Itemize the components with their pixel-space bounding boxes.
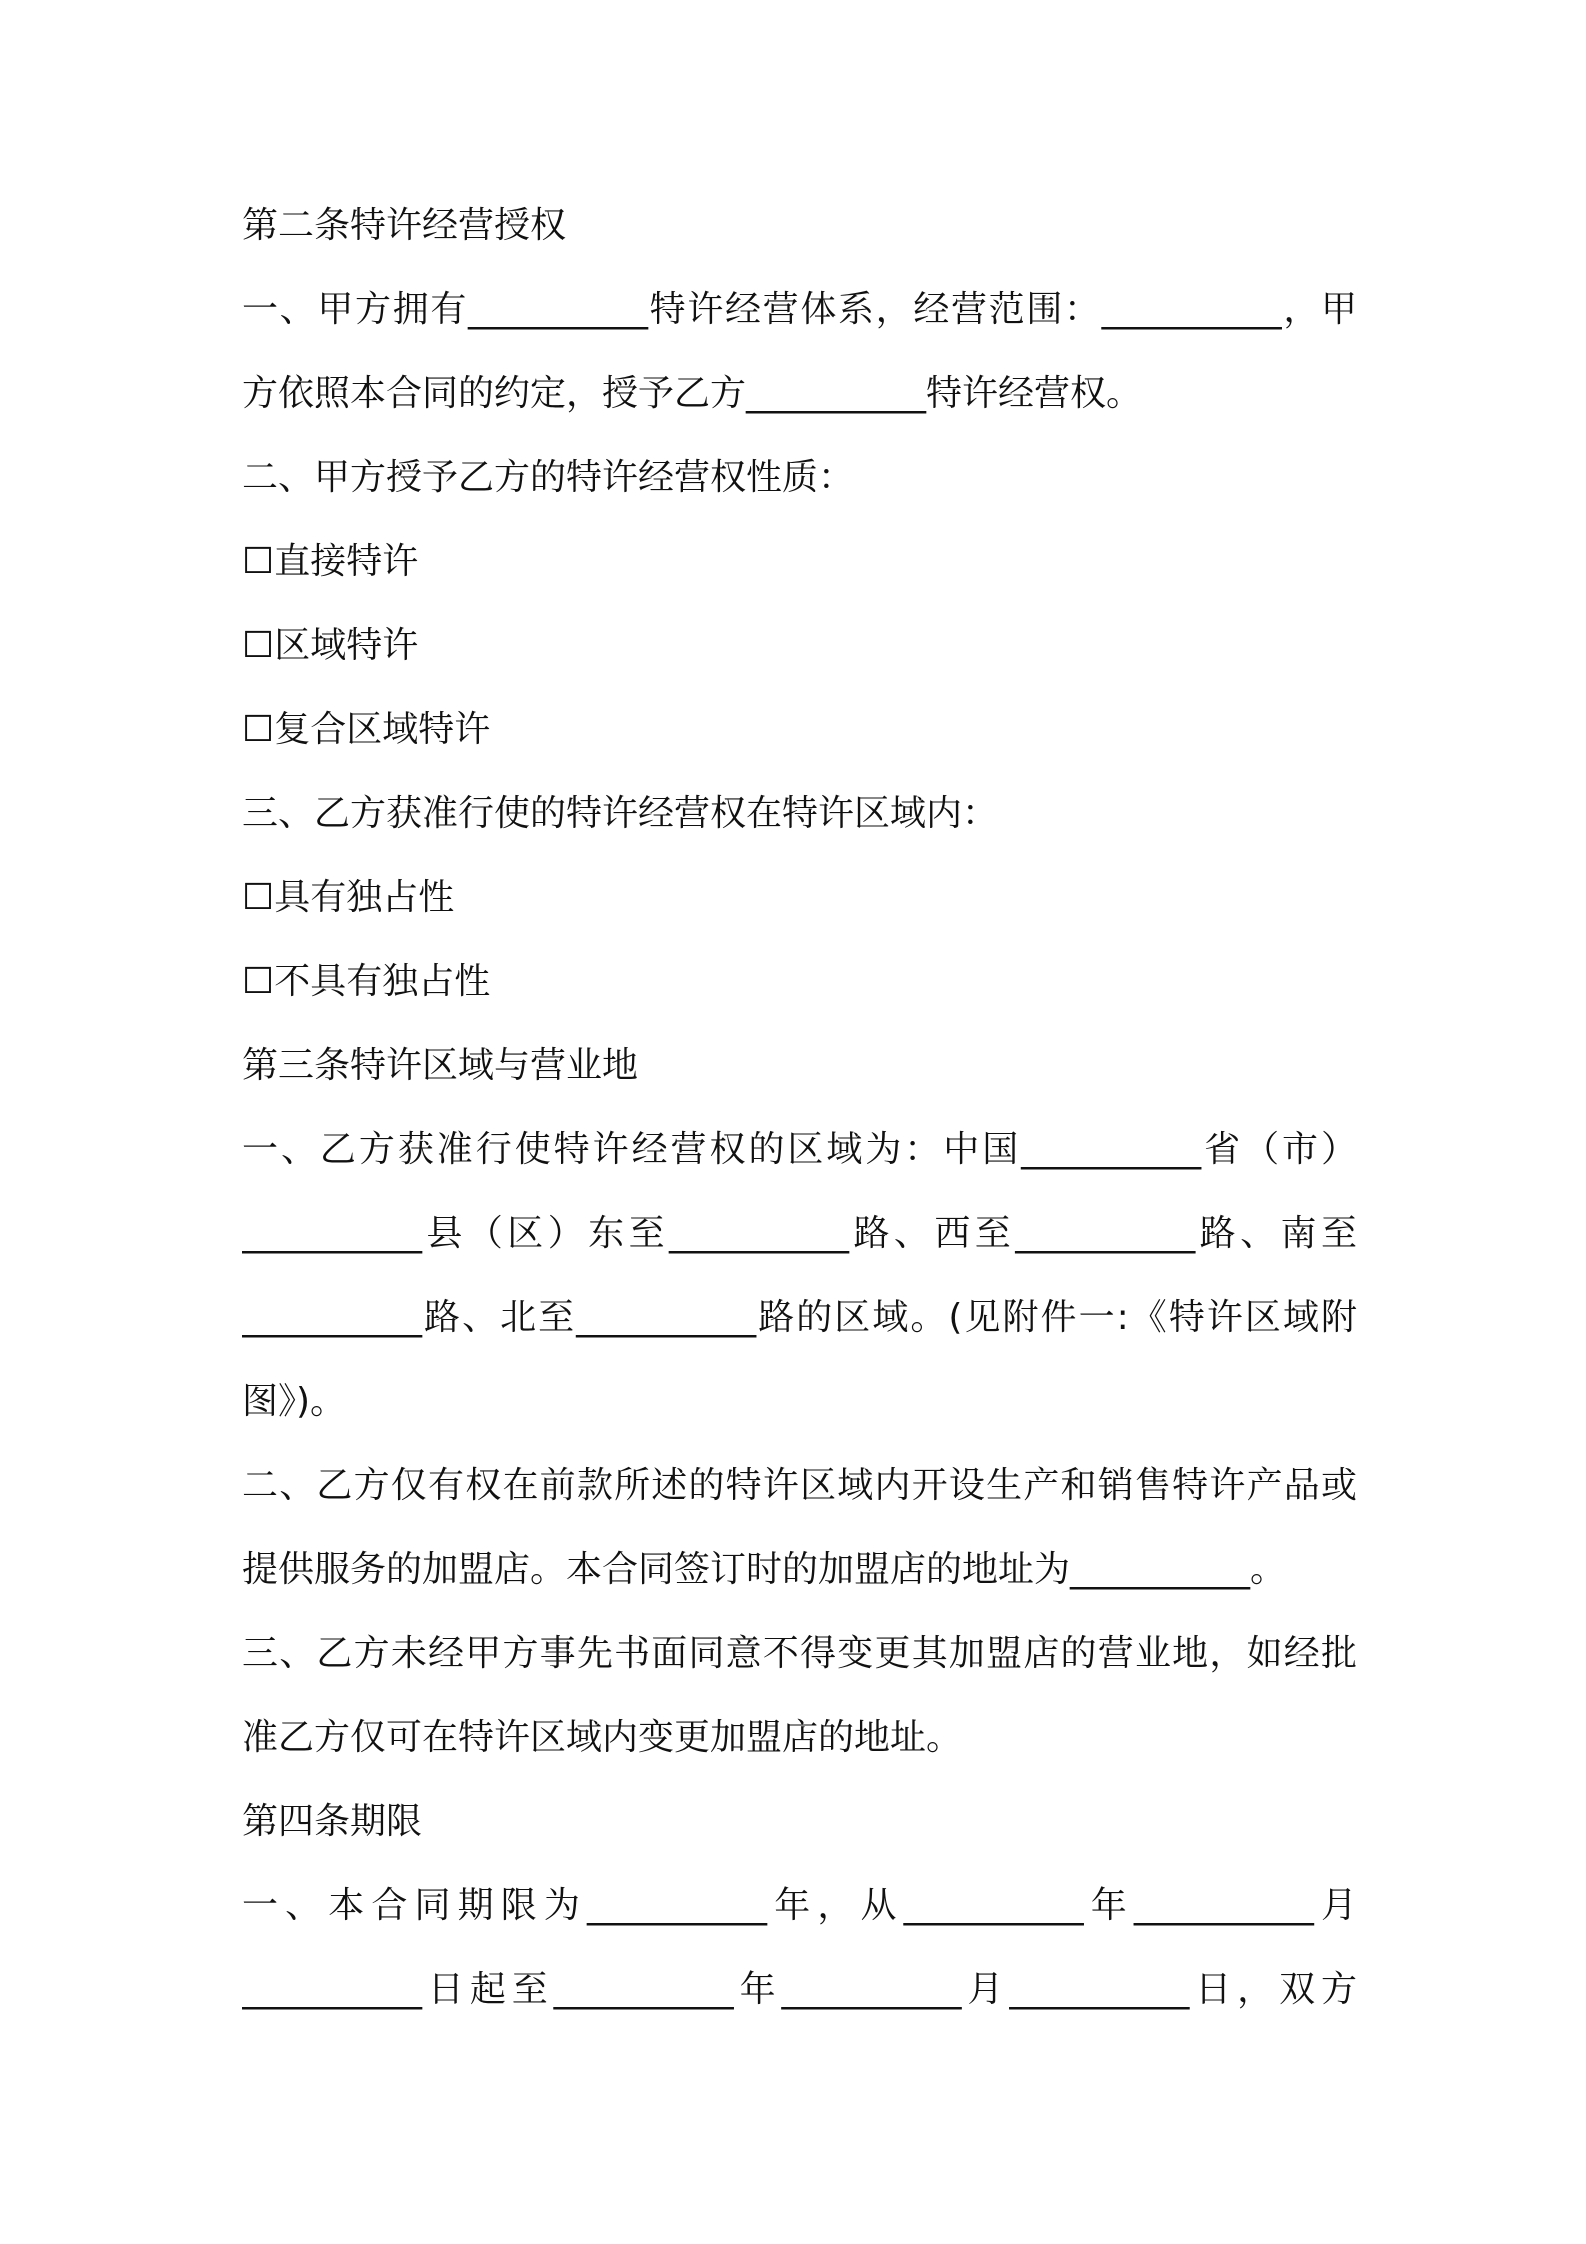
- article-2-heading: 第二条特许经营授权: [242, 205, 567, 246]
- checkbox-option-direct-franchise: ☐直接特许: [242, 541, 419, 582]
- clause-3-1-line-3: __________路、北至__________路的区域。(见附件一:《特许区域附: [242, 1297, 1357, 1338]
- checkbox-option-non-exclusive: ☐不具有独占性: [242, 961, 491, 1002]
- article-3-heading: 第三条特许区域与营业地: [242, 1045, 639, 1086]
- clause-3-1-line-2: __________县（区）东至__________路、西至__________路、南至: [242, 1213, 1357, 1254]
- clause-3-1-line-4: 图》)。: [242, 1381, 347, 1422]
- clause-2-3-heading: 三、乙方获准行使的特许经营权在特许区域内：: [242, 793, 999, 834]
- clause-2-1-line-1: 一、甲方拥有__________特许经营体系，经营范围：__________，甲: [242, 289, 1357, 330]
- clause-3-2-line-1: 二、乙方仅有权在前款所述的特许区域内开设生产和销售特许产品或: [242, 1465, 1357, 1506]
- article-4-heading: 第四条期限: [242, 1801, 423, 1842]
- clause-3-3-line-2: 准乙方仅可在特许区域内变更加盟店的地址。: [242, 1717, 963, 1758]
- checkbox-option-exclusive: ☐具有独占性: [242, 877, 455, 918]
- clause-3-3-line-1: 三、乙方未经甲方事先书面同意不得变更其加盟店的营业地，如经批: [242, 1633, 1357, 1674]
- checkbox-option-composite-regional-franchise: ☐复合区域特许: [242, 709, 491, 750]
- clause-2-2-heading: 二、甲方授予乙方的特许经营权性质：: [242, 457, 855, 498]
- checkbox-option-regional-franchise: ☐区域特许: [242, 625, 419, 666]
- clause-4-1-line-2: __________日起至__________年__________月__________日，双方: [242, 1969, 1357, 2010]
- clause-3-1-line-1: 一、乙方获准行使特许经营权的区域为：中国__________省（市）: [242, 1129, 1357, 1170]
- clause-3-2-line-2: 提供服务的加盟店。本合同签订时的加盟店的地址为__________。: [242, 1549, 1287, 1590]
- clause-2-1-line-2: 方依照本合同的约定，授予乙方__________特许经营权。: [242, 373, 1143, 414]
- clause-4-1-line-1: 一、本合同期限为__________年，从__________年__________月: [242, 1885, 1357, 1926]
